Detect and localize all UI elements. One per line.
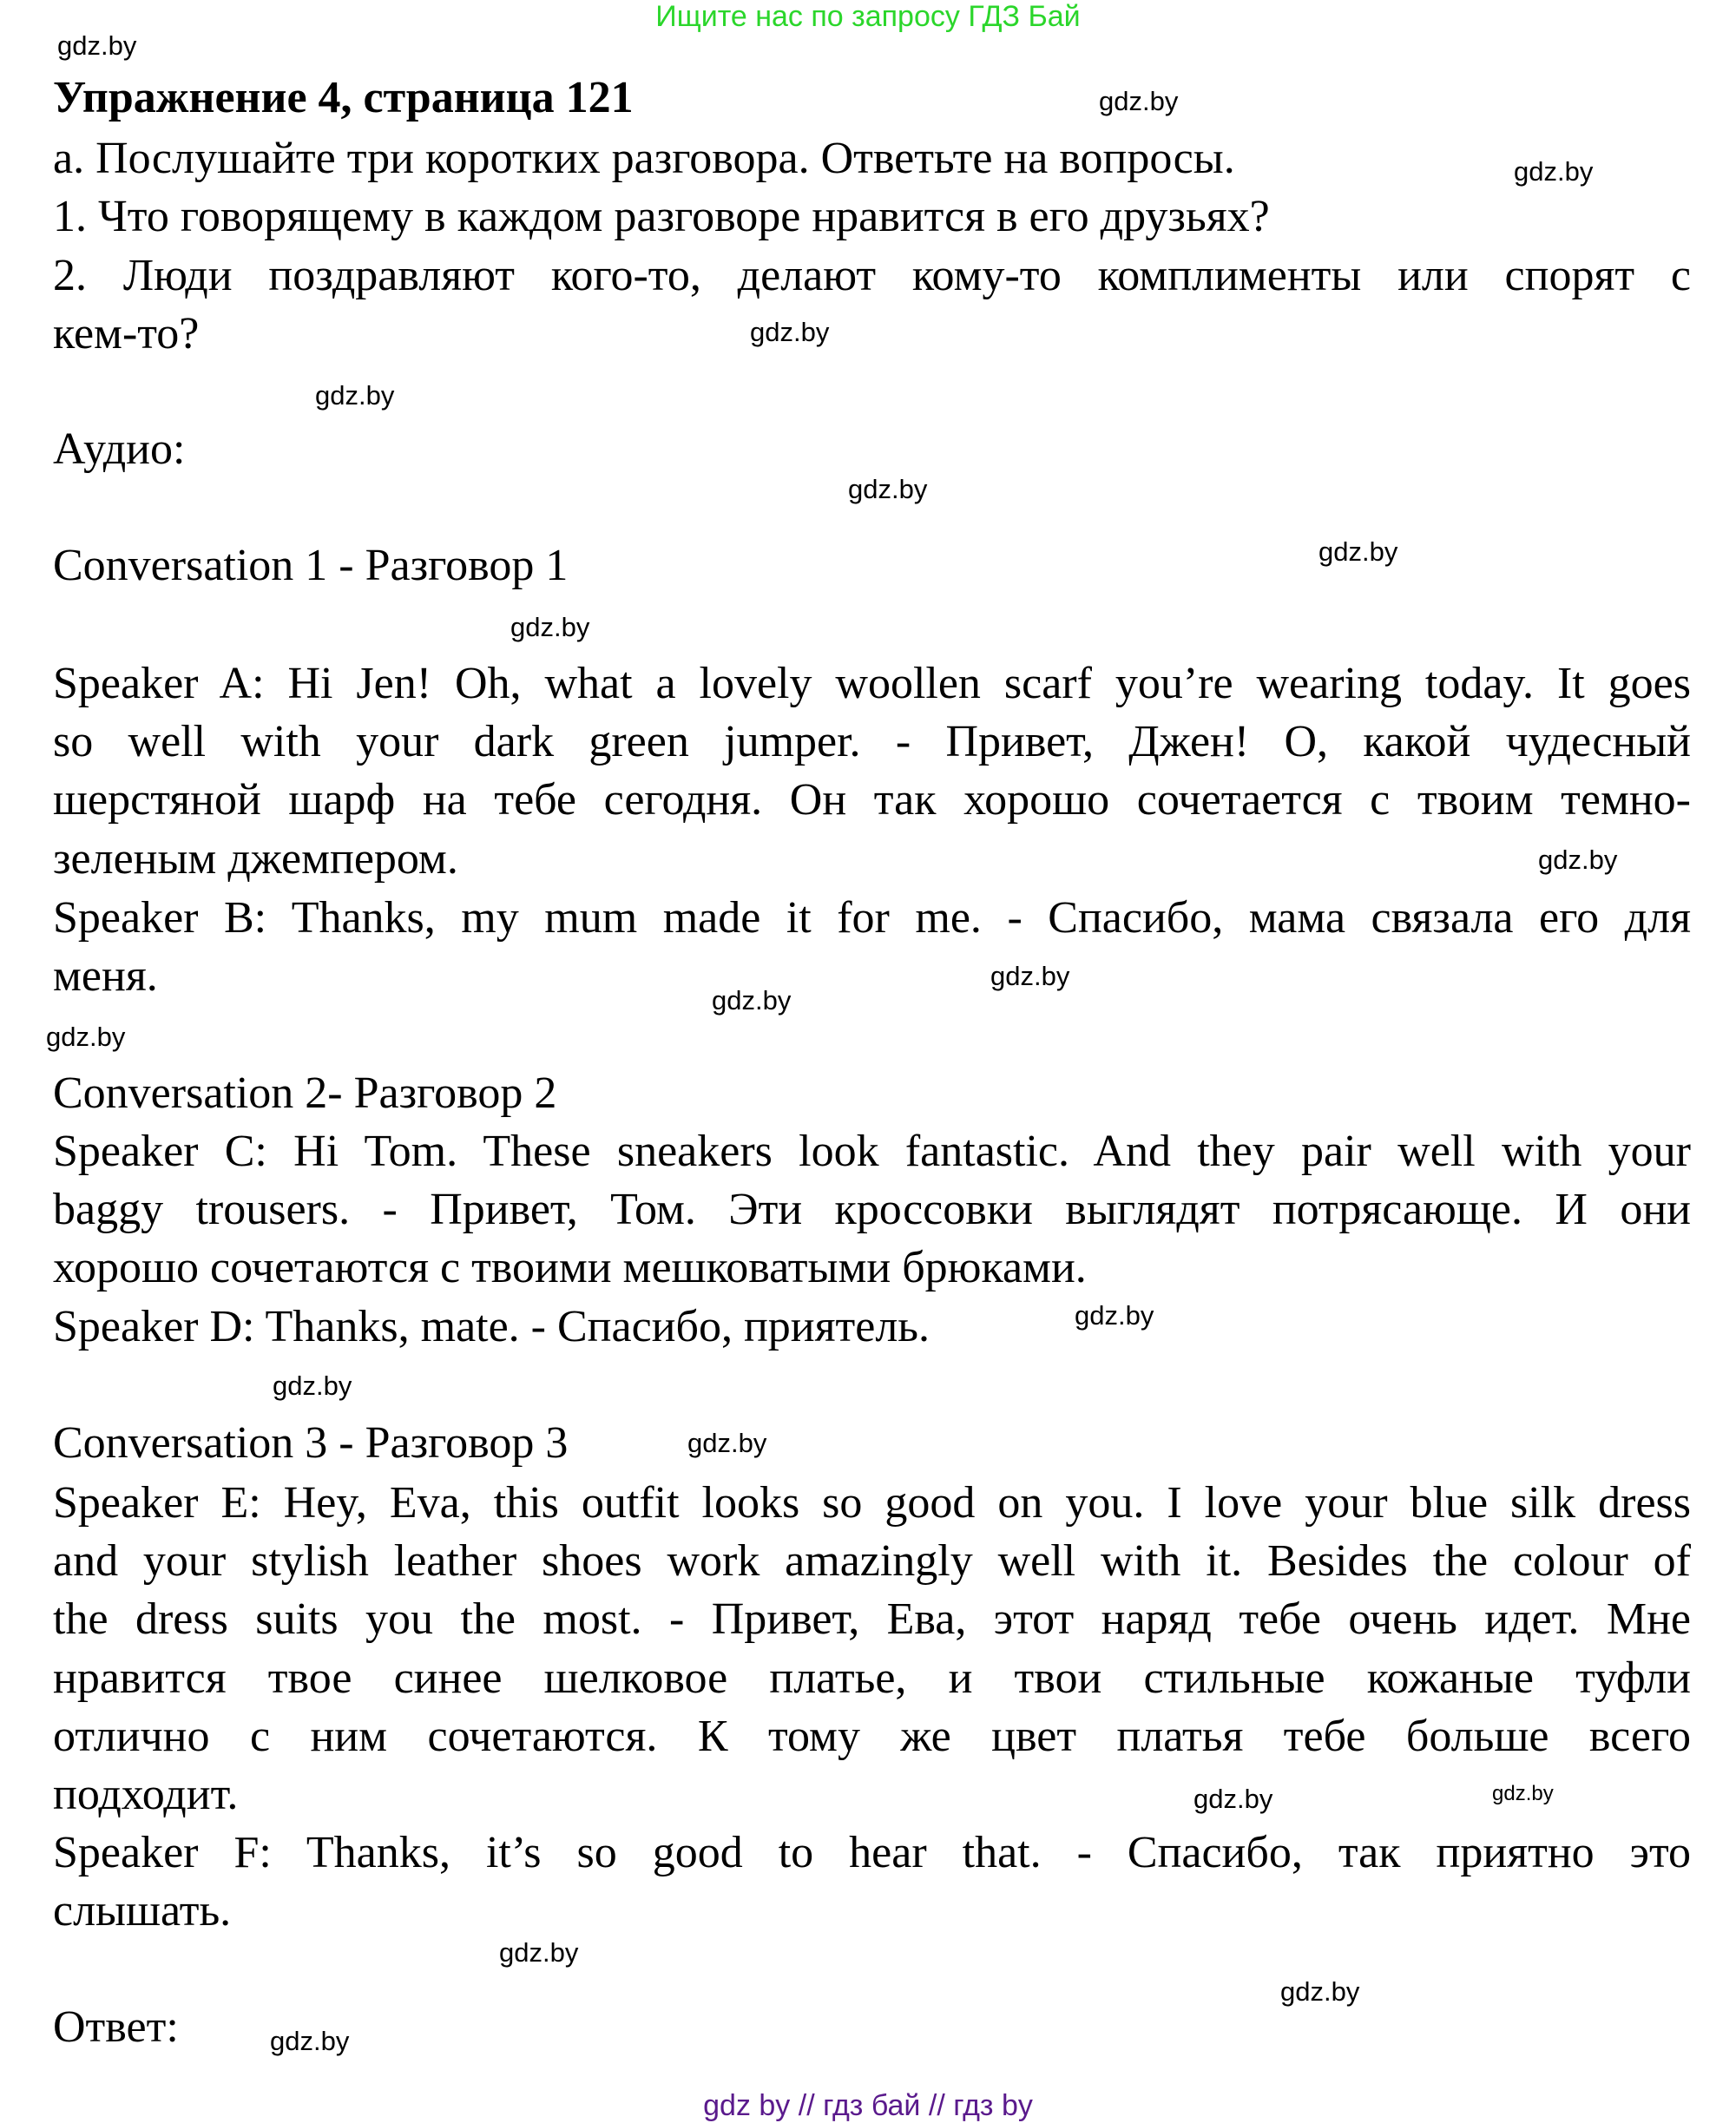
text-line: кем-то? [53, 309, 200, 359]
text-line: 2. Люди поздравляют кого-то, делают кому-то комплименты или спорят с [53, 251, 1691, 300]
watermark: gdz.by [750, 317, 830, 347]
task-a [53, 129, 1691, 187]
watermark: gdz.by [1280, 1976, 1360, 2007]
speaker-b [53, 889, 1691, 1005]
search-banner: Ищите нас по запросу ГДЗ Бай [655, 0, 1081, 33]
text-line: Conversation 3 - Разговор 3 [53, 1418, 569, 1468]
watermark: gdz.by [273, 1370, 352, 1401]
text-line: Аудио: [53, 424, 186, 474]
watermark: gdz.by [687, 1428, 767, 1458]
speaker-e [53, 1474, 1691, 1824]
speaker-d [53, 1298, 1691, 1356]
watermark: gdz.by [990, 961, 1070, 991]
text-line: Speaker E: Hey, Eva, this outfit looks so good on you. I love your blue silk dress [53, 1478, 1691, 1528]
conversation-2-heading [53, 1064, 1691, 1122]
text-line: Speaker D: Thanks, mate. - Спасибо, приятель. [53, 1302, 930, 1351]
watermark: gdz.by [1492, 1782, 1554, 1805]
text-line: 1. Что говорящему в каждом разговоре нравится в его друзьях? [53, 192, 1270, 241]
text-line: меня. [53, 951, 158, 1002]
watermark: gdz.by [510, 612, 590, 642]
text-line: Ответ: [53, 2002, 179, 2052]
watermark: gdz.by [57, 30, 137, 61]
text-line: Conversation 1 - Разговор 1 [53, 541, 569, 590]
speaker-f [53, 1824, 1691, 1940]
watermark: gdz.by [315, 380, 395, 411]
watermark: gdz.by [46, 1022, 126, 1052]
watermark: gdz.by [499, 1937, 579, 1968]
conversation-3-heading [53, 1414, 1691, 1472]
question-2 [53, 246, 1691, 363]
watermark: gdz.by [1538, 845, 1618, 875]
text-line: baggy trousers. - Привет, Том. Эти кроссовки выглядят потрясающе. И они [53, 1185, 1691, 1235]
question-1 [53, 187, 1691, 246]
text-line: Speaker C: Hi Tom. These sneakers look fantastic. And they pair well with your [53, 1127, 1691, 1176]
text-line: Speaker A: Hi Jen! Oh, what a lovely woollen scarf you’re wearing today. It goes [53, 659, 1691, 708]
conversation-1-heading [53, 536, 1691, 595]
text-line: a. Послушайте три коротких разговора. Ответьте на вопросы. [53, 134, 1235, 183]
text-line: Speaker F: Thanks, it’s so good to hear that. - Спасибо, так приятно это [53, 1828, 1691, 1877]
footer-banner: gdz by // гдз бай // гдз by [703, 2089, 1033, 2122]
watermark: gdz.by [1099, 86, 1179, 116]
text-line: and your stylish leather shoes work amazingly well with it. Besides the colour of [53, 1536, 1691, 1587]
text-line: слышать. [53, 1886, 232, 1936]
text-line: шерстяной шарф на тебе сегодня. Он так хорошо сочетается с твоим темно- [53, 775, 1691, 825]
text-line: хорошо сочетаются с твоими мешковатыми брюками. [53, 1243, 1087, 1293]
speaker-c [53, 1122, 1691, 1298]
watermark: gdz.by [1194, 1784, 1273, 1814]
audio-label [53, 420, 1691, 478]
text-line: подходит. [53, 1770, 239, 1820]
watermark: gdz.by [1318, 536, 1398, 567]
watermark: gdz.by [270, 2026, 350, 2056]
text-line: нравится твое синее шелковое платье, и твои стильные кожаные туфли [53, 1653, 1691, 1703]
watermark: gdz.by [1514, 156, 1594, 187]
watermark: gdz.by [712, 985, 792, 1015]
text-line: the dress suits you the most. - Привет, Ева, этот наряд тебе очень идет. Мне [53, 1594, 1691, 1645]
speaker-a [53, 654, 1691, 888]
text-line: so well with your dark green jumper. - Привет, Джен! О, какой чудесный [53, 717, 1691, 767]
exercise-title [53, 69, 1691, 127]
text-line: отлично с ним сочетаются. К тому же цвет платья тебе больше всего [53, 1711, 1691, 1761]
watermark: gdz.by [848, 474, 928, 504]
text-line: Speaker B: Thanks, my mum made it for me. - Спасибо, мама связала его для [53, 893, 1691, 943]
watermark: gdz.by [1075, 1300, 1154, 1331]
text-line: Упражнение 4, страница 121 [53, 73, 634, 122]
text-line: Conversation 2- Разговор 2 [53, 1068, 557, 1118]
text-line: зеленым джемпером. [53, 833, 458, 884]
